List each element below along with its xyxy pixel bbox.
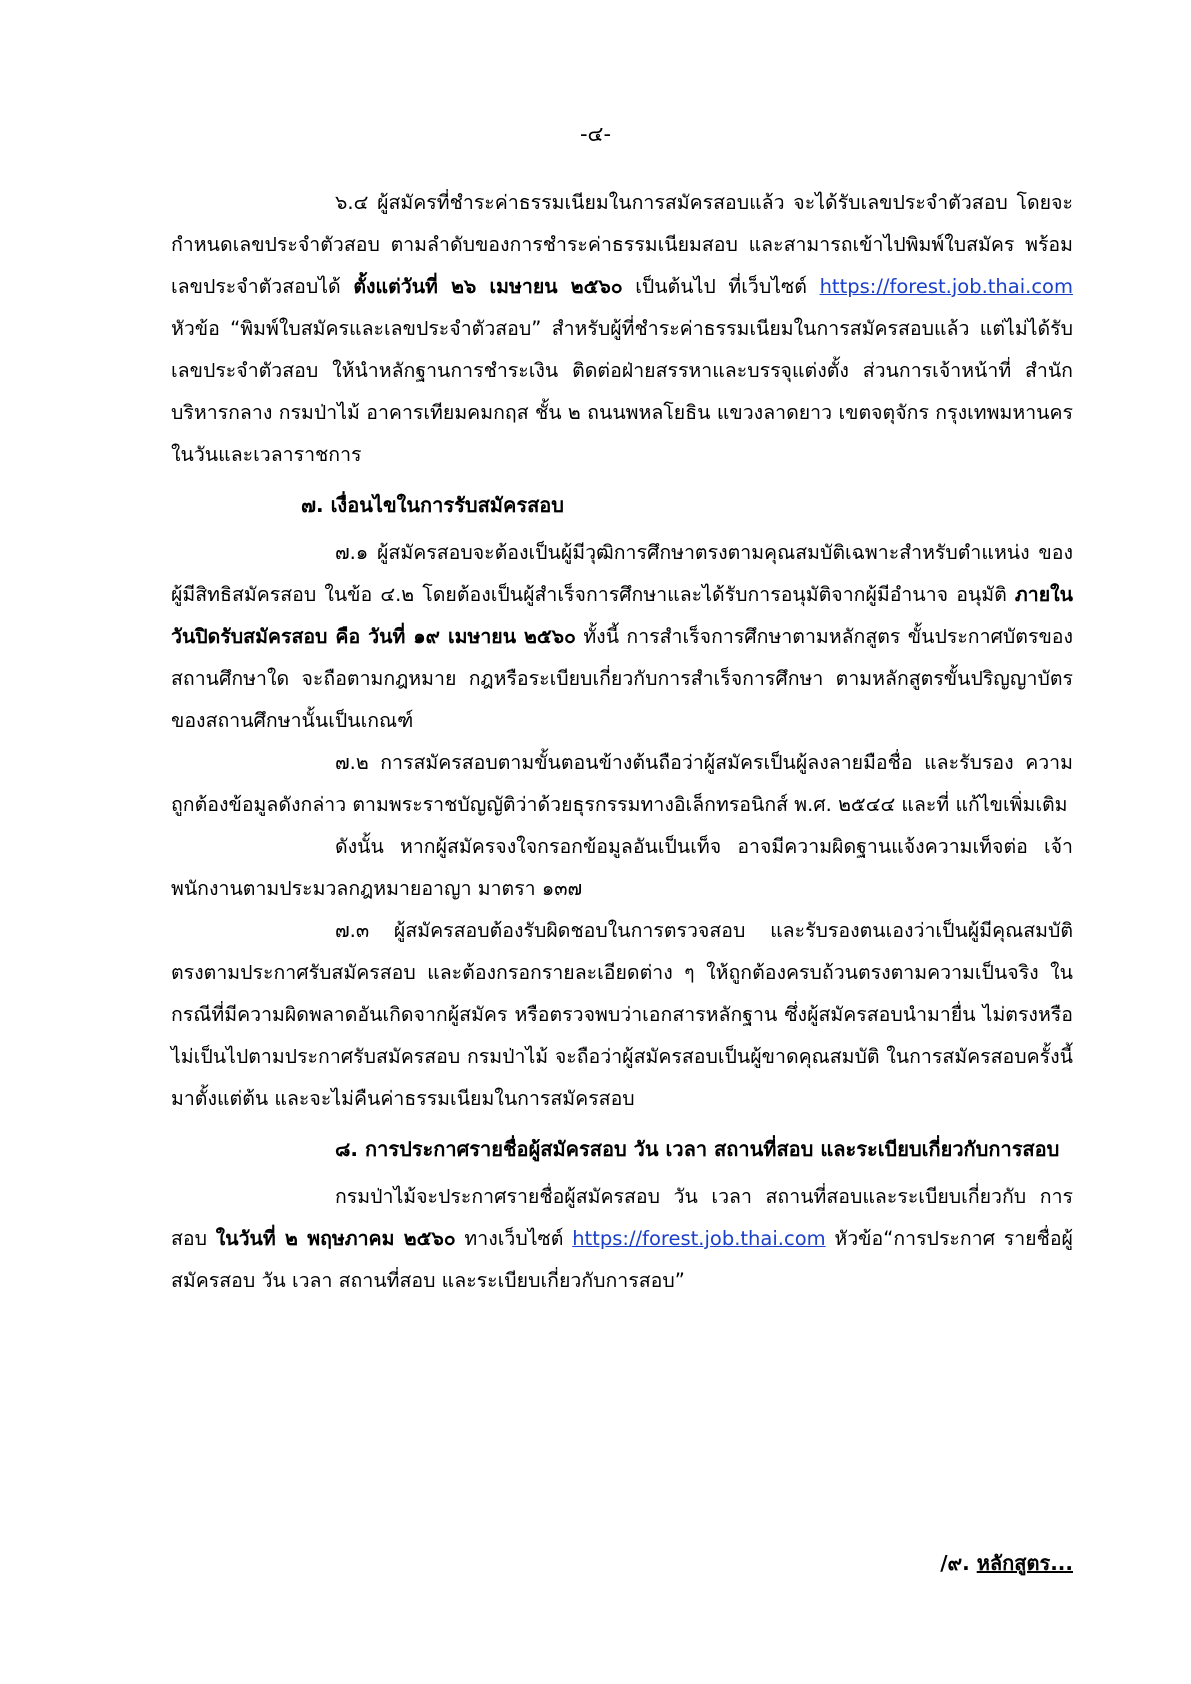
next-page-continuation [940,1548,1073,1578]
bold-date: ตั้งแต่วันที่ ๒๖ เมษายน ๒๕๖๐ [353,275,623,298]
paragraph-text: ทั้งนี้ การสำเร็จการศึกษาตามหลักสูตร ขั้นประกาศบัตรของสถานศึกษาใด จะถือตามกฎหมาย กฎหรือระเบียบเกี่ยวกับการสำเร็จการศึกษา ตามหลักสูตรขั้นปริญญาบัตรของสถานศึกษานั้นเป็นเกณฑ์ [171,625,1074,732]
paragraph-text: เป็นต้นไป ที่เว็บไซต์ [622,275,820,298]
bold-date: ในวันที่ ๒ พฤษภาคม ๒๕๖๐ [215,1227,456,1250]
website-link[interactable]: https://forest.job.thai.com [819,275,1073,298]
page-number: -๔- [579,122,612,146]
paragraph-text: หัวข้อ“การประกาศ รายชื่อผู้สมัครสอบ วัน เวลา สถานที่สอบ และระเบียบเกี่ยวกับการสอบ” [171,1227,1073,1292]
bold-deadline: ภายในวันปิดรับสมัครสอบ คือ วันที่ ๑๙ เมษายน ๒๕๖๐ [171,583,1073,648]
paragraph-text: กรมป่าไม้จะประกาศรายชื่อผู้สมัครสอบ วัน เวลา สถานที่สอบและระเบียบเกี่ยวกับ การสอบ [171,1185,1073,1250]
paragraph-text: ๖.๔ ผู้สมัครที่ชำระค่าธรรมเนียมในการสมัครสอบแล้ว จะได้รับเลขประจำตัวสอบ โดยจะกำหนดเลขประจำตัวสอบ ตามลำดับของการชำระค่าธรรมเนียมสอบ และสามารถเข้าไปพิมพ์ใบสมัคร พร้อมเลขประจำตัวสอบได้ [171,191,1073,298]
website-link[interactable]: https://forest.job.thai.com [572,1227,826,1250]
paragraph-6-4 [171,182,1073,476]
paragraph-text: ๗.๑ ผู้สมัครสอบจะต้องเป็นผู้มีวุฒิการศึกษาตรงตามคุณสมบัติเฉพาะสำหรับตำแหน่ง ของผู้มีสิทธิสมัครสอบ ในข้อ ๔.๒ โดยต้องเป็นผู้สำเร็จการศึกษาและได้รับการอนุมัติจากผู้มีอำนาจ อนุมัติ [171,541,1073,606]
paragraph-text: หัวข้อ “พิมพ์ใบสมัครและเลขประจำตัวสอบ” สำหรับผู้ที่ชำระค่าธรรมเนียมในการสมัครสอบแล้ว แต่ไม่ได้รับเลขประจำตัวสอบ ให้นำหลักฐานการชำระเงิน ติดต่อฝ่ายสรรหาและบรรจุแต่งตั้ง ส่วนการเจ้าหน้าที่ สำนักบริหารกลาง กรมป่าไม้ อาคารเทียมคมกฤส ชั้น ๒ ถนนพหลโยธิน แขวงลาดยาว เขตจตุจักร กรุงเทพมหานคร ในวันและเวลาราชการ [171,317,1073,466]
section-heading-8: ๘. การประกาศรายชื่อผู้สมัครสอบ วัน เวลา สถานที่สอบ และระเบียบเกี่ยวกับการสอบ [335,1137,1060,1161]
document-body [171,182,1073,1302]
paragraph-8 [171,1176,1073,1302]
paragraph-7-2: ๗.๒ การสมัครสอบตามขั้นตอนข้างต้นถือว่าผู้สมัครเป็นผู้ลงลายมือชื่อ และรับรอง ความถูกต้องข้อมูลดังกล่าว ตามพระราชบัญญัติว่าด้วยธุรกรรมทางอิเล็กทรอนิกส์ พ.ศ. ๒๕๔๔ และที่ แก้ไขเพิ่มเติม [171,751,1073,816]
paragraph-text: ทางเว็บไซต์ [455,1227,573,1250]
section-heading-7: ๗. เงื่อนไขในการรับสมัครสอบ [301,493,564,517]
paragraph-7-1 [171,532,1073,742]
paragraph-7-3: ๗.๓ ผู้สมัครสอบต้องรับผิดชอบในการตรวจสอบ และรับรองตนเองว่าเป็นผู้มีคุณสมบัติ ตรงตามประกาศรับสมัครสอบ และต้องกรอกรายละเอียดต่าง ๆ ให้ถูกต้องครบถ้วนตรงตามความเป็นจริง ในกรณีที่มีความผิดพลาดอันเกิดจากผู้สมัคร หรือตรวจพบว่าเอกสารหลักฐาน ซึ่งผู้สมัครสอบนำมายื่น ไม่ตรงหรือไม่เป็นไปตามประกาศรับสมัครสอบ กรมป่าไม้ จะถือว่าผู้สมัครสอบเป็นผู้ขาดคุณสมบัติ ในการสมัครสอบครั้งนี้มาตั้งแต่ต้น และจะไม่คืนค่าธรรมเนียมในการสมัครสอบ [171,919,1073,1110]
paragraph-7-2-consequence: ดังนั้น หากผู้สมัครจงใจกรอกข้อมูลอันเป็นเท็จ อาจมีความผิดฐานแจ้งความเท็จต่อ เจ้าพนักงานตามประมวลกฎหมายอาญา มาตรา ๑๓๗ [171,835,1073,900]
continuation-prefix: /๙. [940,1551,977,1575]
continuation-title: หลักสูตร... [976,1551,1073,1575]
